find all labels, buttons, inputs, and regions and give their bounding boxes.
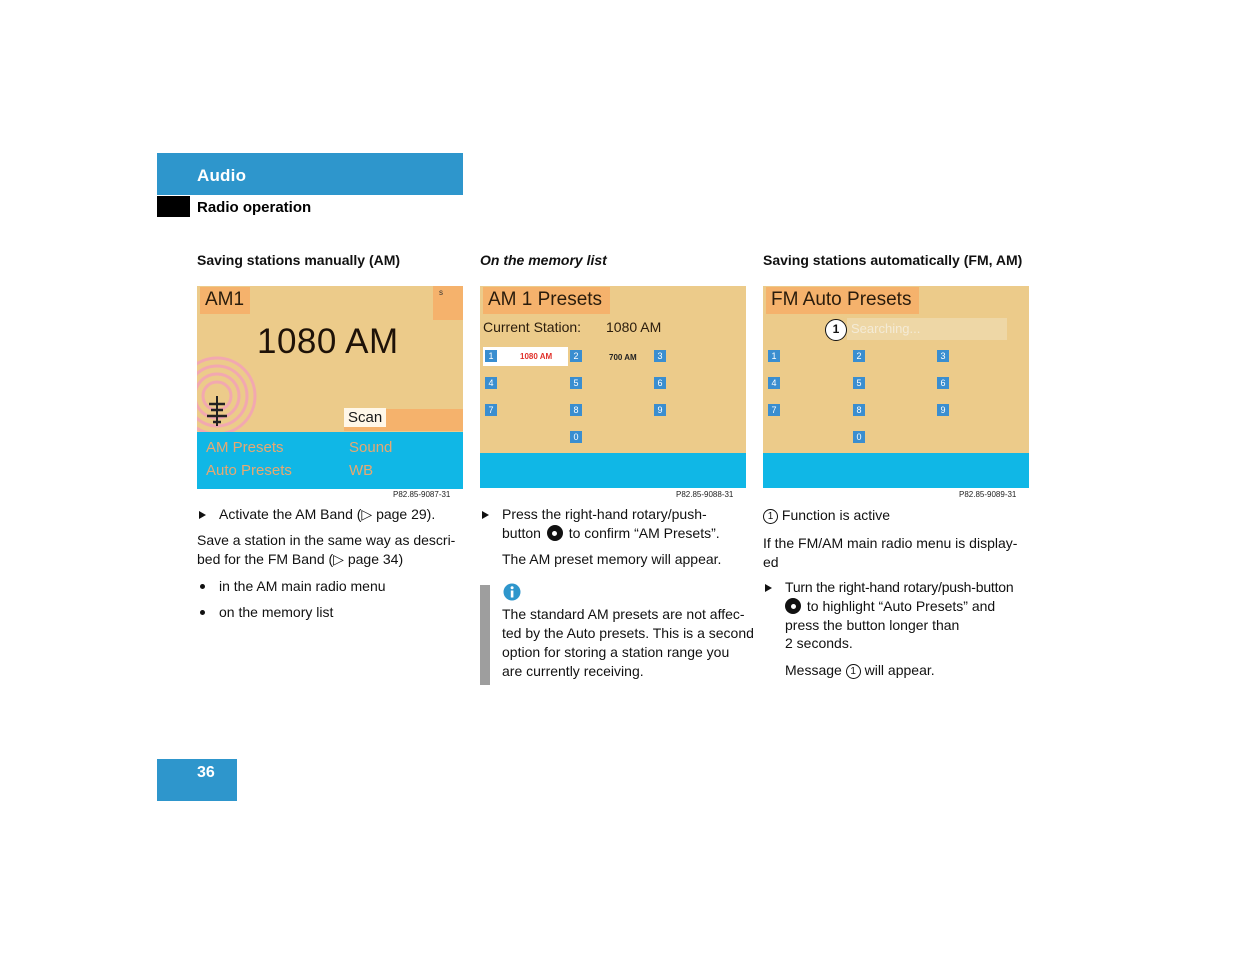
subsection-marker	[157, 196, 190, 217]
rotary-knob-icon	[785, 598, 801, 614]
radio-screen-am-presets	[480, 286, 746, 488]
step-arrow-icon	[765, 584, 772, 592]
screen-title: AM 1 Presets	[483, 287, 610, 314]
menu-bar	[480, 453, 746, 488]
info-line: option for storing a station range you	[502, 644, 730, 660]
preset-number: 1	[485, 350, 497, 362]
preset-number[interactable]: 8	[570, 404, 582, 416]
preset-number[interactable]: 3	[654, 350, 666, 362]
preset-number[interactable]: 5	[570, 377, 582, 389]
preset-number[interactable]: 0	[853, 431, 865, 443]
preset-number[interactable]: 9	[937, 404, 949, 416]
preset-number[interactable]: 3	[937, 350, 949, 362]
scan-button[interactable]: Scan	[344, 408, 386, 427]
info-line: ted by the Auto presets. This is a second	[502, 625, 754, 641]
preset-number[interactable]: 8	[853, 404, 865, 416]
preset-number[interactable]: 2	[570, 350, 582, 362]
menu-item-am-presets[interactable]: AM Presets	[206, 439, 284, 456]
paragraph-save-line2: bed for the FM Band (▷ page 34)	[197, 551, 404, 567]
preset-slot-1-value: 1080 AM	[520, 352, 553, 361]
step-press-line2	[502, 524, 720, 543]
message-text-b: will appear.	[864, 662, 935, 678]
preset-number[interactable]: 6	[654, 377, 666, 389]
menu-item-auto-presets[interactable]: Auto Presets	[206, 462, 292, 479]
bullet-icon	[200, 584, 205, 589]
preset-number[interactable]: 7	[768, 404, 780, 416]
column-heading-memory-list: On the memory list	[480, 252, 607, 268]
preset-slot-3-value: 700 AM	[609, 353, 637, 362]
step-turn-line1: Turn the right-hand rotary/push-button	[785, 579, 1014, 595]
step-arrow-icon	[482, 511, 489, 519]
message-line	[785, 661, 935, 680]
legend-text: Function is active	[781, 507, 891, 523]
info-line: The standard AM presets are not affec-	[502, 606, 745, 622]
radio-screen-am1	[197, 286, 463, 489]
photo-reference: P82.85-9088-31	[676, 490, 734, 499]
callout-number: 1	[846, 664, 861, 679]
callout-marker: 1	[825, 319, 847, 341]
screen-title: AM1	[200, 287, 250, 314]
step-turn-line3: press the button longer than	[785, 617, 960, 633]
current-station-value: 1080 AM	[606, 319, 662, 335]
column-heading-automatic: Saving stations automatically (FM, AM)	[763, 252, 1023, 268]
preset-number[interactable]: 4	[768, 377, 780, 389]
result-text: The AM preset memory will appear.	[502, 551, 722, 567]
step-turn-text: to highlight “Auto Presets” and	[806, 598, 996, 614]
message-text-a: Message	[785, 662, 842, 678]
info-line: are currently receiving.	[502, 663, 644, 679]
antenna-icon	[197, 356, 267, 436]
info-icon	[503, 583, 521, 601]
section-title: Audio	[197, 166, 247, 185]
step-press-line1: Press the right-hand rotary/push-	[502, 506, 707, 522]
legend-function-active	[763, 506, 890, 525]
signal-icon: s	[439, 288, 443, 297]
info-sidebar	[480, 585, 490, 685]
radio-screen-fm-auto-presets	[763, 286, 1029, 488]
step-arrow-icon	[199, 511, 206, 519]
preset-number[interactable]: 4	[485, 377, 497, 389]
preset-number[interactable]: 6	[937, 377, 949, 389]
menu-item-sound[interactable]: Sound	[349, 439, 393, 456]
step-press-text-b: to confirm “AM Presets”.	[568, 525, 720, 541]
step-turn-line2	[785, 597, 995, 616]
photo-reference: P82.85-9089-31	[959, 490, 1017, 499]
step-activate-am: Activate the AM Band (▷ page 29).	[219, 506, 436, 522]
paragraph-save-line1: Save a station in the same way as descri-	[197, 532, 456, 548]
step-press-text-a: button	[502, 525, 541, 541]
condition-line1: If the FM/AM main radio menu is display-	[763, 535, 1018, 551]
bullet-item: on the memory list	[219, 604, 334, 620]
column-heading-manual: Saving stations manually (AM)	[197, 252, 401, 268]
callout-number: 1	[763, 509, 778, 524]
bullet-item: in the AM main radio menu	[219, 578, 386, 594]
menu-item-wb[interactable]: WB	[349, 462, 374, 479]
menu-bar	[763, 453, 1029, 488]
preset-number[interactable]: 0	[570, 431, 582, 443]
bullet-icon	[200, 610, 205, 615]
page-number: 36	[197, 764, 215, 781]
subsection-title: Radio operation	[197, 199, 312, 216]
signal-indicator	[433, 286, 463, 320]
preset-number[interactable]: 1	[768, 350, 780, 362]
photo-reference: P82.85-9087-31	[393, 490, 451, 499]
preset-number[interactable]: 9	[654, 404, 666, 416]
preset-number[interactable]: 2	[853, 350, 865, 362]
frequency-display: 1080 AM	[257, 322, 399, 361]
screen-title: FM Auto Presets	[766, 287, 919, 314]
preset-number[interactable]: 5	[853, 377, 865, 389]
rotary-knob-icon	[547, 525, 563, 541]
step-turn-line4: 2 seconds.	[785, 635, 853, 651]
preset-number[interactable]: 7	[485, 404, 497, 416]
current-station-label: Current Station:	[483, 319, 582, 335]
searching-status: Searching...	[851, 321, 921, 336]
condition-line2: ed	[763, 554, 779, 570]
